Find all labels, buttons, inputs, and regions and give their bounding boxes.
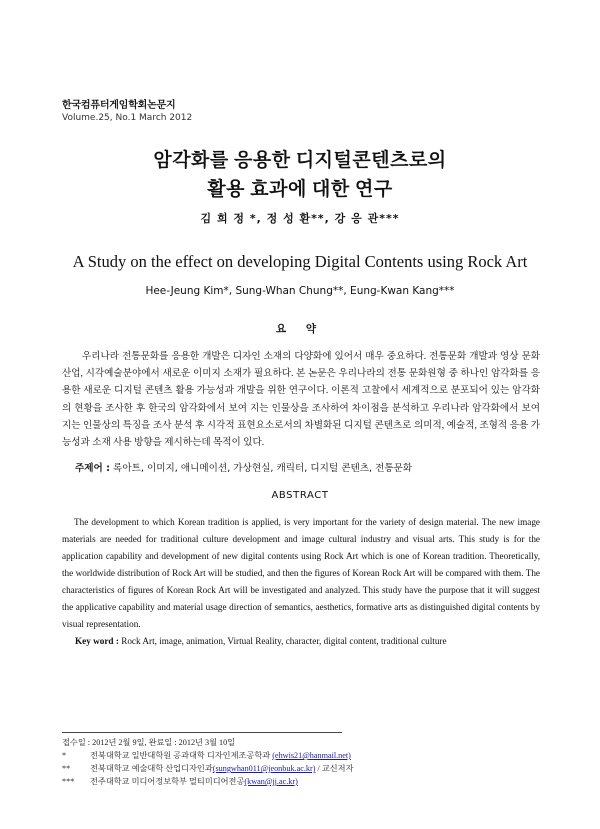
footnotes (62, 736, 542, 788)
abstract-en-heading: ABSTRACT (271, 490, 329, 501)
abstract-ko-body: 우리나라 전통문화를 응용한 개발은 디자인 소재의 다양화에 있어서 매우 중요하다. 전통문화 개발과 영상 문화산업, 시각예술분야에서 새로운 이미지 소재가 필요하다. 본 논문은 우리나라의 전통 문화원형 중 하나인 암각화를 응용한 새로운 디지털 콘텐츠 활용 가능성과 개발을 위한 연구이다. 이론적 고찰에서 세계적으로 분포되어 있는 암각화의 현황을 조사한 후 한국의 암각화에서 보여 지는 인물상을 조사하여 차이점을 분석하고 우리나라 암각화에서 보여 지는 인물상의 특징을 조사 분석 후 시각적 표현요소로서의 차별화된 디지털 콘텐츠로 의미적, 예술적, 조형적 응용 가능성과 소재 사용 방향을 제시하는데 목적이 있다. (62, 351, 540, 449)
abstract-en-body: The development to which Korean tradition is applied, is very important for the variety of design material. The new image materials are needed for traditional culture development and image cultural industry and visual arts. This study is for the application capability and development of new digital contents using Rock Art which is one of Korean tradition. Theoretically, the worldwide distribution of Rock Art will be studied, and then the figures of Korean Rock Art will be compared with them. The characteristics of figures of Korean Rock Art will be investigated and analyzed. This study have the purpose that it will suggest the applicative capability and material usage direction of semantics, aesthetics, formative arts as distinguished digital contents by visual representation. (62, 517, 540, 629)
footnote-affiliation: 전주대학교 미디어정보학부 멀티미디어전공 (90, 777, 245, 786)
email-link[interactable]: (ehwis21@hanmail.net) (272, 751, 351, 760)
authors-ko: 김 희 정 *, 정 성 환**, 강 응 관*** (200, 212, 400, 225)
paper-title-ko (0, 146, 600, 204)
footnote-divider (62, 732, 342, 733)
keywords-en-list: Rock Art, image, animation, Virtual Reality, character, digital content, traditional culture (121, 636, 447, 646)
footnote-author1 (62, 749, 542, 762)
abstract-ko-heading: 요 약 (276, 323, 324, 335)
footnote-mark: *** (62, 777, 75, 786)
journal-header (62, 96, 192, 123)
paper-title-ko-line1: 암각화를 응용한 디지털콘텐츠로의 (153, 150, 447, 171)
journal-name: 한국컴퓨터게임학회논문지 (62, 100, 176, 111)
authors-en: Hee-Jeung Kim*, Sung-Whan Chung**, Eung-Kwan Kang*** (145, 285, 455, 297)
footnote-affiliation: 전북대학교 예술대학 산업디자인과 (90, 764, 213, 773)
footnote-mark: * (62, 751, 67, 760)
footnote-author3 (62, 775, 542, 788)
keywords-en-label: Key word : (75, 636, 119, 646)
journal-volume: Volume.25, No.1 March 2012 (62, 113, 193, 123)
footnote-mark: ** (62, 764, 71, 773)
footnote-affiliation: 전북대학교 일반대학원 공과대학 디자인제조공학과 (90, 751, 271, 760)
keywords-ko-label: 주제어 : (75, 463, 110, 474)
paper-title-en: A Study on the effect on developing Digital Contents using Rock Art (72, 252, 528, 271)
email-link[interactable]: (sungwhan011@jeonbuk.ac.kr) (212, 764, 316, 773)
keywords-ko-list: 록아트, 이미지, 애니메이션, 가상현실, 캐릭터, 디지털 콘텐츠, 전통문화 (113, 463, 413, 474)
email-link[interactable]: (kwan@jj.ac.kr) (244, 777, 298, 786)
paper-title-ko-line2: 활용 효과에 대한 연구 (207, 179, 393, 200)
footnote-role: / 교신저자 (317, 764, 354, 773)
keywords-ko (75, 460, 545, 474)
keywords-en (75, 636, 545, 646)
footnote-dates: 접수일 : 2012년 2월 9일, 완료일 : 2012년 3월 10일 (62, 738, 236, 747)
footnote-author2 (62, 762, 542, 775)
